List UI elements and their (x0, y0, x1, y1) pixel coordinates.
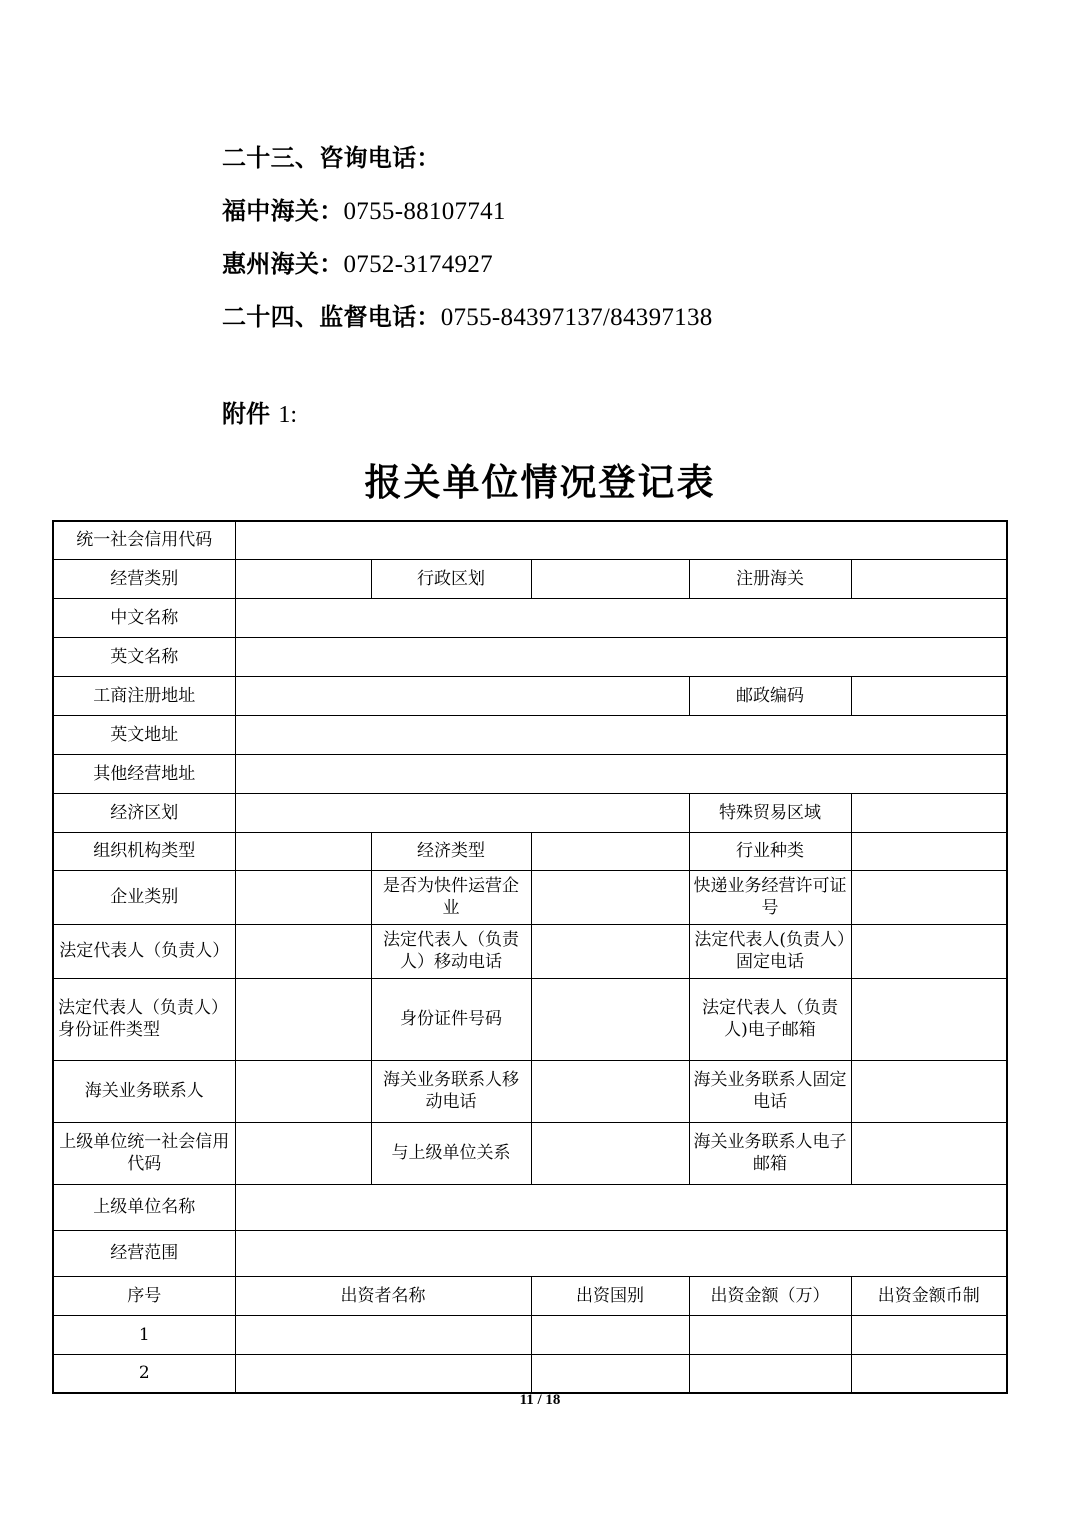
attachment-label-number: 1: (278, 402, 298, 428)
field-business-registration-address[interactable] (235, 676, 689, 715)
label-organization-type: 组织机构类型 (53, 832, 235, 870)
attachment-label (222, 394, 297, 429)
contact-line-number: 0752-3174927 (343, 251, 493, 278)
field-business-category[interactable] (235, 559, 371, 598)
table-row (53, 1122, 1007, 1184)
field-economic-zone[interactable] (235, 793, 689, 832)
field-economic-type[interactable] (531, 832, 689, 870)
label-economic-type: 经济类型 (371, 832, 531, 870)
label-customs-contact-landline: 海关业务联系人固定电话 (689, 1060, 851, 1122)
table-row (53, 559, 1007, 598)
label-legal-rep-id-type: 法定代表人（负责人）身份证件类型 (53, 978, 235, 1060)
label-legal-rep-mobile: 法定代表人（负责人）移动电话 (371, 924, 531, 978)
table-row (53, 1230, 1007, 1276)
cell-investor-amount[interactable] (689, 1315, 851, 1354)
field-legal-rep-id-type[interactable] (235, 978, 371, 1060)
table-row (53, 1060, 1007, 1122)
label-customs-contact-mobile: 海关业务联系人移动电话 (371, 1060, 531, 1122)
label-english-name: 英文名称 (53, 637, 235, 676)
registration-form-table-wrapper (52, 520, 1006, 1394)
cell-investor-seq: 2 (53, 1354, 235, 1393)
investor-table-header-row (53, 1276, 1007, 1315)
field-enterprise-category[interactable] (235, 870, 371, 924)
label-unified-social-credit-code: 统一社会信用代码 (53, 521, 235, 559)
label-is-express-operator: 是否为快件运营企业 (371, 870, 531, 924)
field-is-express-operator[interactable] (531, 870, 689, 924)
label-customs-contact-email: 海关业务联系人电子邮箱 (689, 1122, 851, 1184)
contact-line-huizhou-customs (222, 238, 982, 291)
table-row (53, 676, 1007, 715)
label-business-registration-address: 工商注册地址 (53, 676, 235, 715)
cell-investor-country[interactable] (531, 1315, 689, 1354)
field-business-scope[interactable] (235, 1230, 1007, 1276)
label-registration-customs: 注册海关 (689, 559, 851, 598)
table-row (53, 1315, 1007, 1354)
label-investor-amount: 出资金额（万） (689, 1276, 851, 1315)
field-customs-contact-mobile[interactable] (531, 1060, 689, 1122)
field-special-trade-area[interactable] (851, 793, 1007, 832)
field-english-address[interactable] (235, 715, 1007, 754)
label-english-address: 英文地址 (53, 715, 235, 754)
table-row (53, 978, 1007, 1060)
field-customs-contact-landline[interactable] (851, 1060, 1007, 1122)
label-legal-rep-email: 法定代表人（负责人)电子邮箱 (689, 978, 851, 1060)
contact-line-consultation (222, 132, 982, 185)
contact-line-supervision (222, 291, 982, 344)
field-english-name[interactable] (235, 637, 1007, 676)
contact-line-label: 二十三、咨询电话： (222, 144, 441, 172)
contact-line-number: 0755-88107741 (343, 198, 506, 225)
label-express-license-number: 快递业务经营许可证号 (689, 870, 851, 924)
field-express-license-number[interactable] (851, 870, 1007, 924)
table-row (53, 832, 1007, 870)
contact-line-label: 惠州海关： (222, 250, 344, 278)
field-customs-contact[interactable] (235, 1060, 371, 1122)
field-parent-unit-relation[interactable] (531, 1122, 689, 1184)
contact-line-fuzhong-customs (222, 185, 982, 238)
label-business-category: 经营类别 (53, 559, 235, 598)
cell-investor-name[interactable] (235, 1354, 531, 1393)
page-number-footer: 11 / 18 (519, 1392, 561, 1408)
label-other-business-address: 其他经营地址 (53, 754, 235, 793)
page-title: 报关单位情况登记表 (364, 461, 716, 504)
table-row (53, 870, 1007, 924)
table-row (53, 715, 1007, 754)
label-customs-contact: 海关业务联系人 (53, 1060, 235, 1122)
cell-investor-amount[interactable] (689, 1354, 851, 1393)
label-parent-unit-credit-code: 上级单位统一社会信用代码 (53, 1122, 235, 1184)
label-enterprise-category: 企业类别 (53, 870, 235, 924)
label-business-scope: 经营范围 (53, 1230, 235, 1276)
cell-investor-name[interactable] (235, 1315, 531, 1354)
field-parent-unit-credit-code[interactable] (235, 1122, 371, 1184)
field-organization-type[interactable] (235, 832, 371, 870)
table-row (53, 1184, 1007, 1230)
cell-investor-currency[interactable] (851, 1354, 1007, 1393)
cell-investor-seq: 1 (53, 1315, 235, 1354)
label-parent-unit-relation: 与上级单位关系 (371, 1122, 531, 1184)
field-unified-social-credit-code[interactable] (235, 521, 1007, 559)
cell-investor-country[interactable] (531, 1354, 689, 1393)
label-id-number: 身份证件号码 (371, 978, 531, 1060)
contact-info-block (222, 132, 982, 344)
label-chinese-name: 中文名称 (53, 598, 235, 637)
field-chinese-name[interactable] (235, 598, 1007, 637)
label-legal-representative: 法定代表人（负责人） (53, 924, 235, 978)
field-id-number[interactable] (531, 978, 689, 1060)
field-postal-code[interactable] (851, 676, 1007, 715)
table-row (53, 754, 1007, 793)
table-row (53, 598, 1007, 637)
field-other-business-address[interactable] (235, 754, 1007, 793)
label-legal-rep-landline: 法定代表人(负责人）固定电话 (689, 924, 851, 978)
field-registration-customs[interactable] (851, 559, 1007, 598)
table-row (53, 1354, 1007, 1393)
contact-line-number: 0755-84397137/84397138 (440, 304, 713, 331)
label-investor-country: 出资国别 (531, 1276, 689, 1315)
label-investor-seq: 序号 (53, 1276, 235, 1315)
cell-investor-currency[interactable] (851, 1315, 1007, 1354)
label-industry-type: 行业种类 (689, 832, 851, 870)
field-customs-contact-email[interactable] (851, 1122, 1007, 1184)
label-investor-name: 出资者名称 (235, 1276, 531, 1315)
label-investor-currency: 出资金额币制 (851, 1276, 1007, 1315)
field-parent-unit-name[interactable] (235, 1184, 1007, 1230)
table-row (53, 637, 1007, 676)
registration-form-table (52, 520, 1008, 1394)
label-parent-unit-name: 上级单位名称 (53, 1184, 235, 1230)
field-legal-rep-landline[interactable] (851, 924, 1007, 978)
field-legal-representative[interactable] (235, 924, 371, 978)
field-legal-rep-email[interactable] (851, 978, 1007, 1060)
label-economic-zone: 经济区划 (53, 793, 235, 832)
label-administrative-division: 行政区划 (371, 559, 531, 598)
label-postal-code: 邮政编码 (689, 676, 851, 715)
field-administrative-division[interactable] (531, 559, 689, 598)
table-row (53, 793, 1007, 832)
attachment-label-text: 附件 (222, 400, 279, 428)
table-row (53, 521, 1007, 559)
table-row (53, 924, 1007, 978)
contact-line-label: 福中海关： (222, 197, 344, 225)
label-special-trade-area: 特殊贸易区域 (689, 793, 851, 832)
field-industry-type[interactable] (851, 832, 1007, 870)
field-legal-rep-mobile[interactable] (531, 924, 689, 978)
contact-line-label: 二十四、监督电话： (222, 303, 441, 331)
